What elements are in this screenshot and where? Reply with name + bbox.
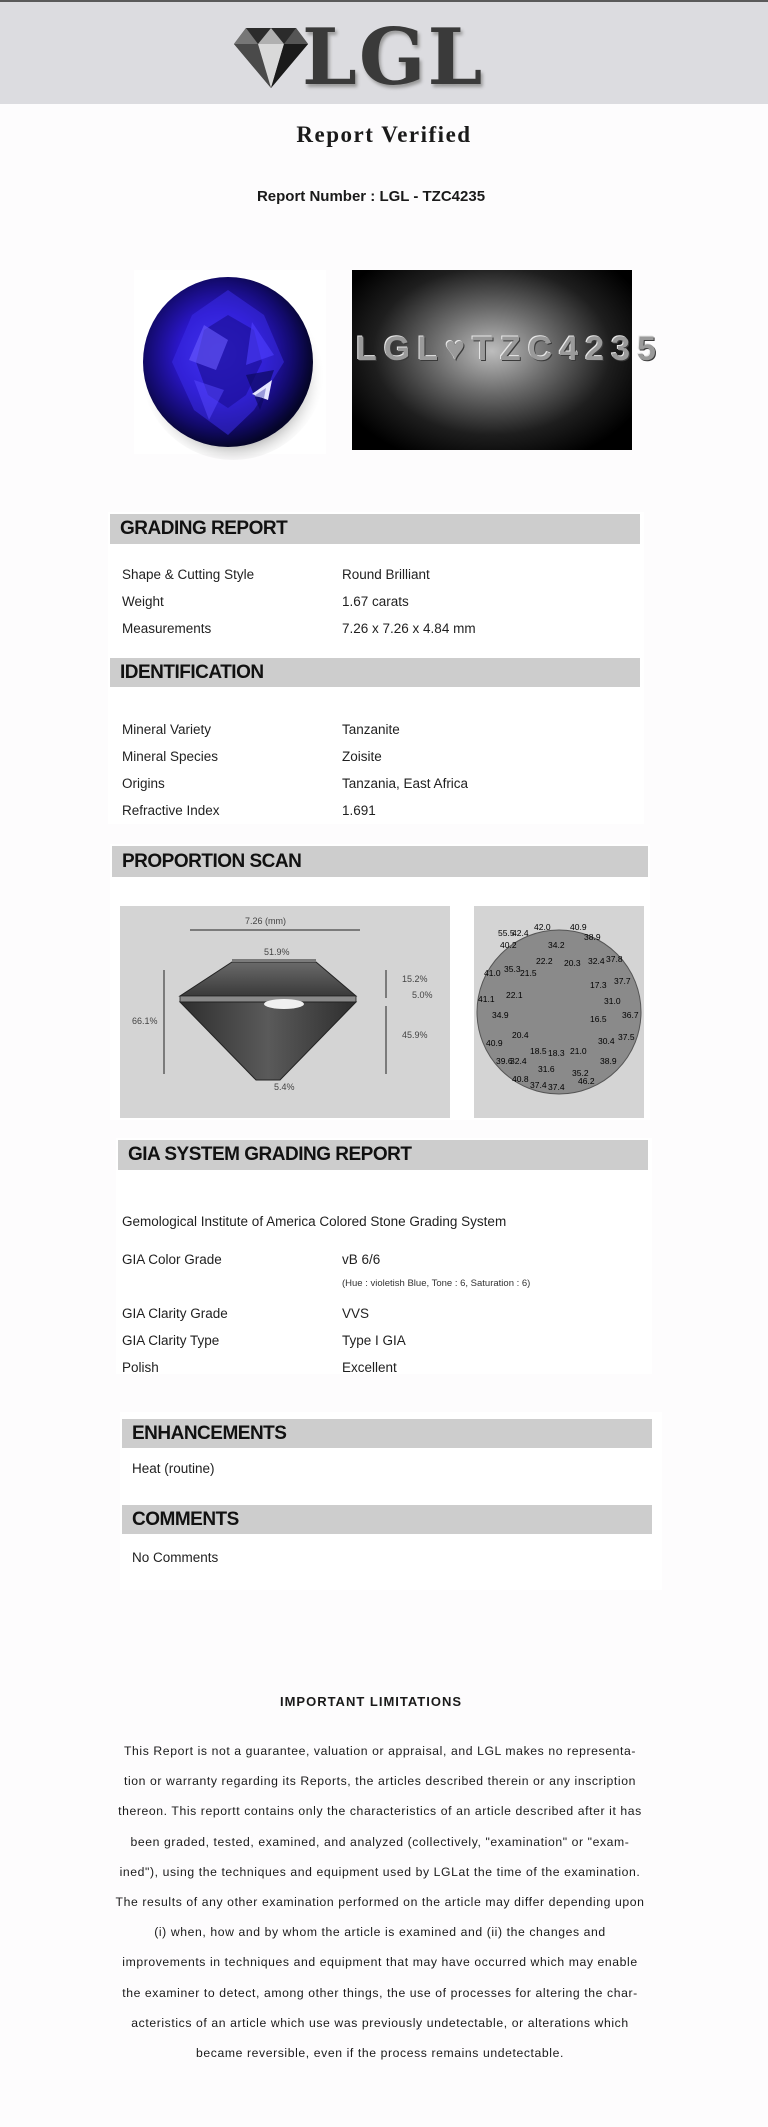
facet-value-label: 40.9 bbox=[570, 922, 587, 932]
girdle-label: 5.0% bbox=[412, 990, 433, 1000]
facet-value-label: 17.3 bbox=[590, 980, 607, 990]
facet-value-label: 18.5 bbox=[530, 1046, 547, 1056]
row-label: Polish bbox=[122, 1360, 159, 1375]
facet-value-label: 40.9 bbox=[486, 1038, 503, 1048]
facet-value-label: 40.8 bbox=[512, 1074, 529, 1084]
facet-value-label: 41.1 bbox=[478, 994, 495, 1004]
row-value: Tanzanite bbox=[342, 722, 400, 737]
profile-diagram bbox=[120, 906, 450, 1118]
row-value: vB 6/6 bbox=[342, 1252, 381, 1267]
page-title: Report Verified bbox=[296, 122, 472, 147]
row-value: 1.691 bbox=[342, 803, 376, 818]
facet-value-label: 40.2 bbox=[500, 940, 517, 950]
row-value: Zoisite bbox=[342, 749, 382, 764]
facet-value-label: 37.5 bbox=[618, 1032, 635, 1042]
facet-value-label: 22.2 bbox=[536, 956, 553, 966]
row-label: Shape & Cutting Style bbox=[122, 567, 255, 582]
inscription-text: LGL♥TZC4235 bbox=[356, 330, 663, 368]
grading-report-heading: GRADING REPORT bbox=[110, 514, 640, 544]
site-header bbox=[0, 0, 768, 104]
pavilion-depth-label: 45.9% bbox=[402, 1030, 428, 1040]
row-value: Tanzania, East Africa bbox=[342, 776, 469, 791]
facet-value-label: 32.4 bbox=[588, 956, 605, 966]
lgl-logo[interactable] bbox=[232, 12, 492, 103]
culet-label: 5.4% bbox=[274, 1082, 295, 1092]
facet-value-label: 31.6 bbox=[538, 1064, 555, 1074]
enhancements-text: Heat (routine) bbox=[132, 1461, 215, 1476]
facet-value-label: 34.9 bbox=[492, 1010, 509, 1020]
row-label: GIA Color Grade bbox=[122, 1252, 222, 1267]
logo-text: LGL bbox=[302, 12, 485, 103]
row-value: 1.67 carats bbox=[342, 594, 409, 609]
diameter-label: 7.26 (mm) bbox=[245, 916, 287, 926]
gia-report-heading: GIA SYSTEM GRADING REPORT bbox=[118, 1140, 648, 1170]
row-label: Weight bbox=[122, 594, 164, 609]
limitations-heading: IMPORTANT LIMITATIONS bbox=[279, 1694, 463, 1709]
row-label: Measurements bbox=[122, 621, 212, 636]
gemstone-photo bbox=[134, 270, 326, 454]
facet-value-label: 37.4 bbox=[548, 1082, 565, 1092]
diamond-logo-icon bbox=[232, 24, 310, 90]
facet-value-label: 38.9 bbox=[584, 932, 601, 942]
identification-heading: IDENTIFICATION bbox=[110, 658, 640, 687]
comments-text: No Comments bbox=[132, 1550, 219, 1565]
row-label: Origins bbox=[122, 776, 165, 791]
facet-value-label: 16.5 bbox=[590, 1014, 607, 1024]
row-label: GIA Clarity Type bbox=[122, 1333, 220, 1348]
row-value: Excellent bbox=[342, 1360, 397, 1375]
row-label: Refractive Index bbox=[122, 803, 220, 818]
facet-value-label: 46.2 bbox=[578, 1076, 595, 1086]
table-label: 51.9% bbox=[264, 947, 290, 957]
facet-value-label: 34.2 bbox=[548, 940, 565, 950]
facet-value-label: 32.4 bbox=[510, 1056, 527, 1066]
facet-value-label: 36.7 bbox=[622, 1010, 639, 1020]
crown-height-label: 15.2% bbox=[402, 974, 428, 984]
report-number: Report Number : LGL - TZC4235 bbox=[256, 188, 486, 205]
facet-value-label: 37.7 bbox=[614, 976, 631, 986]
limitations-text: This Report is not a guarantee, valuation or appraisal, and LGL makes no representa-tion or warranty regarding its Reports, the articles described therein or any inscription thereon. This reportt contains only the characteristics of an article described after it has been graded, tested, examined, and analyzed (collectively, "examination" or "exam-ined"), using the techniques and equipment used by LGLat the time of the examination. The results of any other examination performed on the article may differ depending upon (i) when, how and by whom the article is examined and (ii) the changes and improvements in techniques and equipment that may have occurred which may enable the examiner to detect, among other things, the use of processes for altering the char-acteristics of an article which use was previously undetectable, or alterations which became reversible, even if the process remains undetectable. bbox=[115, 1744, 645, 2061]
comments-heading: COMMENTS bbox=[122, 1505, 652, 1534]
facet-value-label: 38.9 bbox=[600, 1056, 617, 1066]
facet-value-label: 37.4 bbox=[530, 1080, 547, 1090]
facet-value-label: 30.4 bbox=[598, 1036, 615, 1046]
facet-value-label: 21.5 bbox=[520, 968, 537, 978]
row-value: VVS bbox=[342, 1306, 370, 1321]
row-label: Mineral Species bbox=[122, 749, 219, 764]
facet-value-label: 39.6 bbox=[496, 1056, 513, 1066]
facet-value-label: 42.4 bbox=[512, 928, 529, 938]
total-depth-label: 66.1% bbox=[132, 1016, 158, 1026]
row-value: Round Brilliant bbox=[342, 567, 430, 582]
row-label: Mineral Variety bbox=[122, 722, 212, 737]
facet-value-label: 35.2 bbox=[572, 1068, 589, 1078]
row-value: Type I GIA bbox=[342, 1333, 406, 1348]
facet-value-label: 18.3 bbox=[548, 1048, 565, 1058]
enhancements-heading: ENHANCEMENTS bbox=[122, 1419, 652, 1448]
facet-scan-diagram bbox=[474, 906, 644, 1118]
facet-value-label: 42.0 bbox=[534, 922, 551, 932]
facet-value-label: 20.3 bbox=[564, 958, 581, 968]
facet-value-label: 55.5 bbox=[498, 928, 515, 938]
gia-system-text: Gemological Institute of America Colored Stone Grading System bbox=[122, 1214, 507, 1229]
facet-value-label: 37.8 bbox=[606, 954, 623, 964]
girdle-inscription-photo bbox=[352, 270, 663, 450]
facet-value-label: 35.3 bbox=[504, 964, 521, 974]
facet-value-label: 22.1 bbox=[506, 990, 523, 1000]
facet-value-label: 31.0 bbox=[604, 996, 621, 1006]
row-value: 7.26 x 7.26 x 4.84 mm bbox=[342, 621, 476, 636]
facet-value-label: 21.0 bbox=[570, 1046, 587, 1056]
proportion-scan-heading: PROPORTION SCAN bbox=[112, 846, 648, 877]
color-grade-note: (Hue : violetish Blue, Tone : 6, Saturation : 6) bbox=[342, 1278, 531, 1289]
row-label: GIA Clarity Grade bbox=[122, 1306, 228, 1321]
facet-value-label: 20.4 bbox=[512, 1030, 529, 1040]
facet-value-label: 41.0 bbox=[484, 968, 501, 978]
